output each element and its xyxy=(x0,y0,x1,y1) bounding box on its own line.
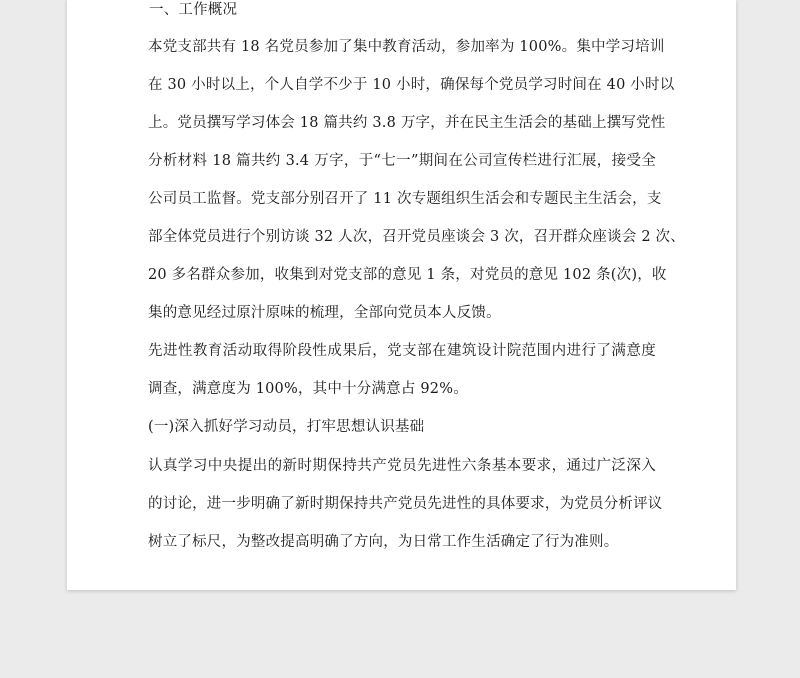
paragraph-line: 调查，满意度为 100%，其中十分满意占 92%。 xyxy=(148,381,468,397)
document-page xyxy=(67,0,736,590)
paragraph-line: 20 多名群众参加，收集到对党支部的意见 1 条，对党员的意见 102 条(次)，收 xyxy=(148,267,667,283)
paragraph-line: 先进性教育活动取得阶段性成果后，党支部在建筑设计院范围内进行了满意度 xyxy=(148,343,656,359)
paragraph-line: 集的意见经过原汁原味的梳理，全部向党员本人反馈。 xyxy=(148,305,501,321)
paragraph-line: 部全体党员进行个别访谈 32 人次，召开党员座谈会 3 次，召开群众座谈会 2 次、 xyxy=(148,229,685,245)
subsection-heading: (一)深入抓好学习动员，打牢思想认识基础 xyxy=(148,419,425,435)
paragraph-line: 分析材料 18 篇共约 3.4 万字，于“七一”期间在公司宣传栏进行汇展，接受全 xyxy=(148,153,656,169)
paragraph-line: 的讨论，进一步明确了新时期保持共产党员先进性的具体要求，为党员分析评议 xyxy=(148,496,663,512)
paragraph-line: 本党支部共有 18 名党员参加了集中教育活动，参加率为 100%。集中学习培训 xyxy=(148,39,665,55)
paragraph-line: 公司员工监督。党支部分别召开了 11 次专题组织生活会和专题民主生活会，支 xyxy=(148,191,662,207)
paragraph-line: 在 30 小时以上，个人自学不少于 10 小时，确保每个党员学习时间在 40 小时以 xyxy=(148,77,675,93)
paragraph-line: 认真学习中央提出的新时期保持共产党员先进性六条基本要求，通过广泛深入 xyxy=(148,458,656,474)
paragraph-line: 上。党员撰写学习体会 18 篇共约 3.8 万字，并在民主生活会的基础上撰写党性 xyxy=(148,115,666,131)
section-heading: 一、工作概况 xyxy=(149,2,238,18)
paragraph-line: 树立了标尺，为整改提高明确了方向，为日常工作生活确定了行为准则。 xyxy=(148,534,619,550)
